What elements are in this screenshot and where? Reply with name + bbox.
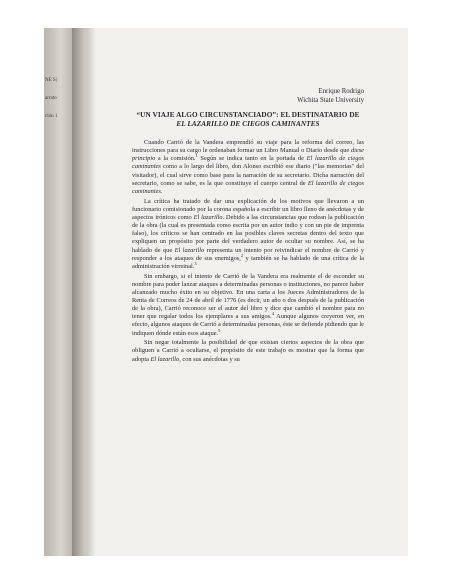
right-page [86,28,408,556]
text-run: . [160,187,163,195]
author-affiliation: Wichita State University [297,96,364,104]
title-line-2: EL LAZARILLO DE CIEGOS CAMINANTES [176,120,320,128]
author-name: Enrique Rodrigo [318,88,364,95]
text-run: como a lo largo del libro, don Alonso escribió ese diario ("las memorias" del visitador), el cual sirve como base para la narración de su secretario. Dicha narración del secretario, como se sabe, es la que constituye el cuerpo central de [132,163,364,187]
italic-run: El lazarillo de ciegos caminantes [132,179,365,195]
left-page-edge [44,28,72,556]
text-run: , con sus anécdotas y su [179,355,240,363]
text-run: La crítica ha tratado de dar una explicación de los motivos que llevaron a un funcionario comisionado por la corona española a escribir un libro lleno de anécdotas y de aspectos irónicos como [132,197,364,221]
italic-run: El lazarillo [150,355,180,363]
text-run: . Debido a las circunstancias que rodean la publicación de la obra (la cual es presentada como escrita por un autor indio y con un pie de imprenta falso), los críticos se han centrado en las posibles claves secretas dentro del texto que expliquen un propósito por parte del verdadero autor de ocultar su nombre. Así, se ha hablado de que [132,213,365,254]
left-page-fragment: ción 1 [45,114,58,119]
footnote-marker: 3 [194,260,197,266]
text-run: Sin negar totalmente la posibilidad de que existan ciertos aspectos de la obra que obliguen a Carrió a ocultarse, el propósito de este trabajo es mostrar que la forma que adopta [132,339,364,363]
italic-run: El lazarillo [174,246,205,254]
text-run: Aunque algunos creyeron ver, en efecto, algunos ataques de Carrió a determinadas personas, éste se defiende pidiendo que le indiquen dónde están esos ataque. [132,313,364,337]
author-block [132,88,364,105]
left-page-fragment: arrato [45,96,57,101]
text-run: a la comisión. [155,155,196,163]
italic-run: diese principio [132,147,364,163]
footnote-marker: 5 [218,327,221,333]
footnote-marker: 2 [240,252,244,258]
italic-run: El lazarillo de ciegos caminantes [132,155,365,171]
text-run: y también se ha hablado de una crítica de la administración virreinal. [132,254,364,270]
text-run: Sin embargo, si el intento de Carrió de la Vandera era realmente el de esconder su nombre para poder lanzar ataques a determinadas personas o instituciones, no parece haber alcanzado mucho éxito en su objetivo. En una carta a los Jueces Administradores de la Renta de Correos de 24 de abril de 1776 (es decir, un año o dos después de la publicación de la obra), Carrió reconoce ser el autor del libro y dice que cambió el nombre para no tener que regalar todos los ejemplares a sus amigos. [132,272,364,321]
title-line-1: “UN VIAJE ALGO CIRCUNSTANCIADO”: EL DESTINATARIO DE [136,111,360,119]
paragraph [132,139,364,196]
article-title [132,111,364,129]
footnote-marker: 1 [195,153,198,159]
article-body [132,139,364,364]
paragraph [132,339,364,363]
text-run: Cuando Carrió de la Vandera emprendió su viaje para la reforma del correo, las instrucciones para su cargo le ordenaban formar un Libro Manual o Diario desde que [132,139,364,155]
left-page-fragment: NE S| [45,78,57,83]
text-column [132,88,364,364]
footnote-marker: 4 [271,311,274,317]
text-run: representa un intento por reivindicar el nombre de Carrió y responder a los ataques de sus enemigos, [132,246,364,262]
book-gutter [72,28,86,556]
paragraph [132,273,364,338]
italic-run: El lazarillo [193,213,223,221]
book-photo [44,28,408,556]
gutter-shadow [86,28,96,556]
paragraph [132,198,364,271]
text-run: Según se indica tanto en la portada de [197,155,307,163]
